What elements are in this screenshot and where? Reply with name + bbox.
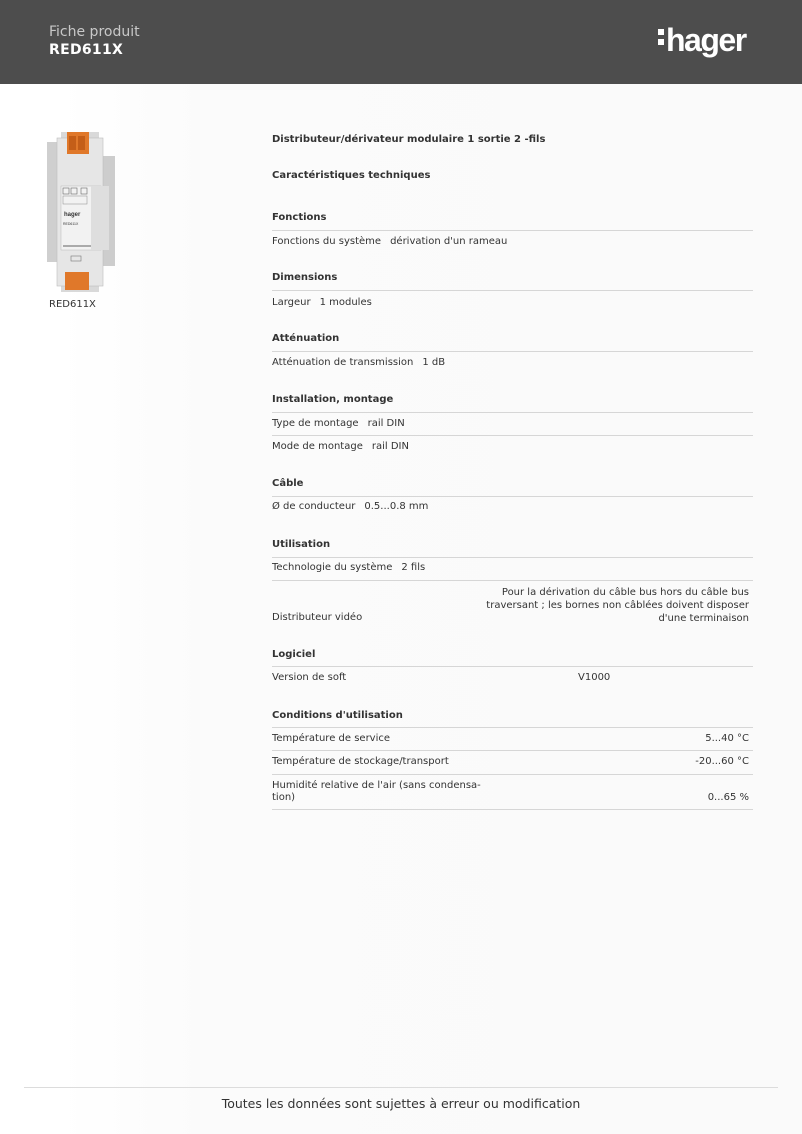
spec-value: 5...40 °C bbox=[705, 733, 749, 744]
spec-row bbox=[272, 562, 425, 573]
divider bbox=[272, 351, 753, 352]
section-fonctions-title: Fonctions bbox=[272, 212, 327, 223]
divider bbox=[272, 435, 753, 436]
footer-divider bbox=[24, 1087, 778, 1088]
section-conditions-title: Conditions d'utilisation bbox=[272, 710, 403, 721]
spec-row bbox=[272, 418, 405, 429]
spec-row bbox=[272, 441, 409, 452]
divider bbox=[272, 750, 753, 751]
spec-row bbox=[272, 297, 372, 308]
header-bar bbox=[0, 0, 802, 84]
spec-label: Technologie du système bbox=[272, 562, 393, 573]
spec-row bbox=[272, 501, 428, 512]
divider bbox=[272, 774, 753, 775]
divider bbox=[272, 809, 753, 810]
divider bbox=[272, 727, 753, 728]
video-distributor-value: Pour la dérivation du câble bus hors du câble bus traversant ; les bornes non câblées doivent disposer d'une terminaison bbox=[486, 587, 749, 624]
video-distributor-label: Distributeur vidéo bbox=[272, 612, 363, 623]
divider bbox=[272, 496, 753, 497]
product-caption: RED611X bbox=[49, 299, 96, 310]
spec-label: Température de service bbox=[272, 733, 391, 744]
module-code-text: RED611X bbox=[63, 222, 79, 226]
spec-value: 1 modules bbox=[319, 297, 372, 308]
spec-value: rail DIN bbox=[371, 441, 409, 452]
spec-value: -20...60 °C bbox=[695, 756, 749, 767]
header-title: RED611X bbox=[49, 42, 124, 58]
divider bbox=[272, 580, 753, 581]
spec-label bbox=[272, 780, 481, 804]
logo-wordmark: hager bbox=[666, 22, 746, 58]
module-brand-text: hager bbox=[64, 212, 81, 218]
divider bbox=[272, 557, 753, 558]
spec-label: Largeur bbox=[272, 297, 311, 308]
spec-label: Version de soft bbox=[272, 672, 347, 683]
spec-value: 1 dB bbox=[422, 357, 446, 368]
spec-row bbox=[272, 357, 445, 368]
spec-label: Température de stockage/transport bbox=[272, 756, 449, 767]
divider bbox=[272, 290, 753, 291]
spec-row bbox=[272, 236, 507, 247]
section-attenuation-title: Atténuation bbox=[272, 333, 340, 344]
spec-label-line: tion) bbox=[272, 792, 296, 803]
spec-value: rail DIN bbox=[367, 418, 405, 429]
divider bbox=[272, 230, 753, 231]
header-subtitle: Fiche produit bbox=[49, 24, 140, 40]
spec-label: Fonctions du système bbox=[272, 236, 382, 247]
product-description-title: Distributeur/dérivateur modulaire 1 sortie 2 -fils bbox=[272, 134, 546, 145]
technical-specs-heading: Caractéristiques techniques bbox=[272, 170, 431, 181]
section-logiciel-title: Logiciel bbox=[272, 649, 316, 660]
divider bbox=[272, 412, 753, 413]
spec-label: Atténuation de transmission bbox=[272, 357, 414, 368]
section-utilisation-title: Utilisation bbox=[272, 539, 331, 550]
section-cable-title: Câble bbox=[272, 478, 304, 489]
divider bbox=[272, 666, 753, 667]
product-image bbox=[47, 132, 117, 292]
spec-label: Ø de conducteur bbox=[272, 501, 356, 512]
spec-label-line: Humidité relative de l'air (sans condensa- bbox=[272, 780, 481, 791]
spec-label: Mode de montage bbox=[272, 441, 363, 452]
section-installation-title: Installation, montage bbox=[272, 394, 394, 405]
spec-value: 0...65 % bbox=[707, 792, 749, 803]
spec-value: dérivation d'un rameau bbox=[390, 236, 508, 247]
logo-colon-icon bbox=[658, 29, 664, 49]
spec-label: Type de montage bbox=[272, 418, 359, 429]
footer-disclaimer: Toutes les données sont sujettes à erreur ou modification bbox=[221, 1096, 581, 1111]
spec-value: V1000 bbox=[578, 672, 611, 683]
bottom-terminal bbox=[65, 272, 89, 290]
section-dimensions-title: Dimensions bbox=[272, 272, 338, 283]
spec-value: 0.5...0.8 mm bbox=[364, 501, 429, 512]
spec-value: 2 fils bbox=[401, 562, 426, 573]
